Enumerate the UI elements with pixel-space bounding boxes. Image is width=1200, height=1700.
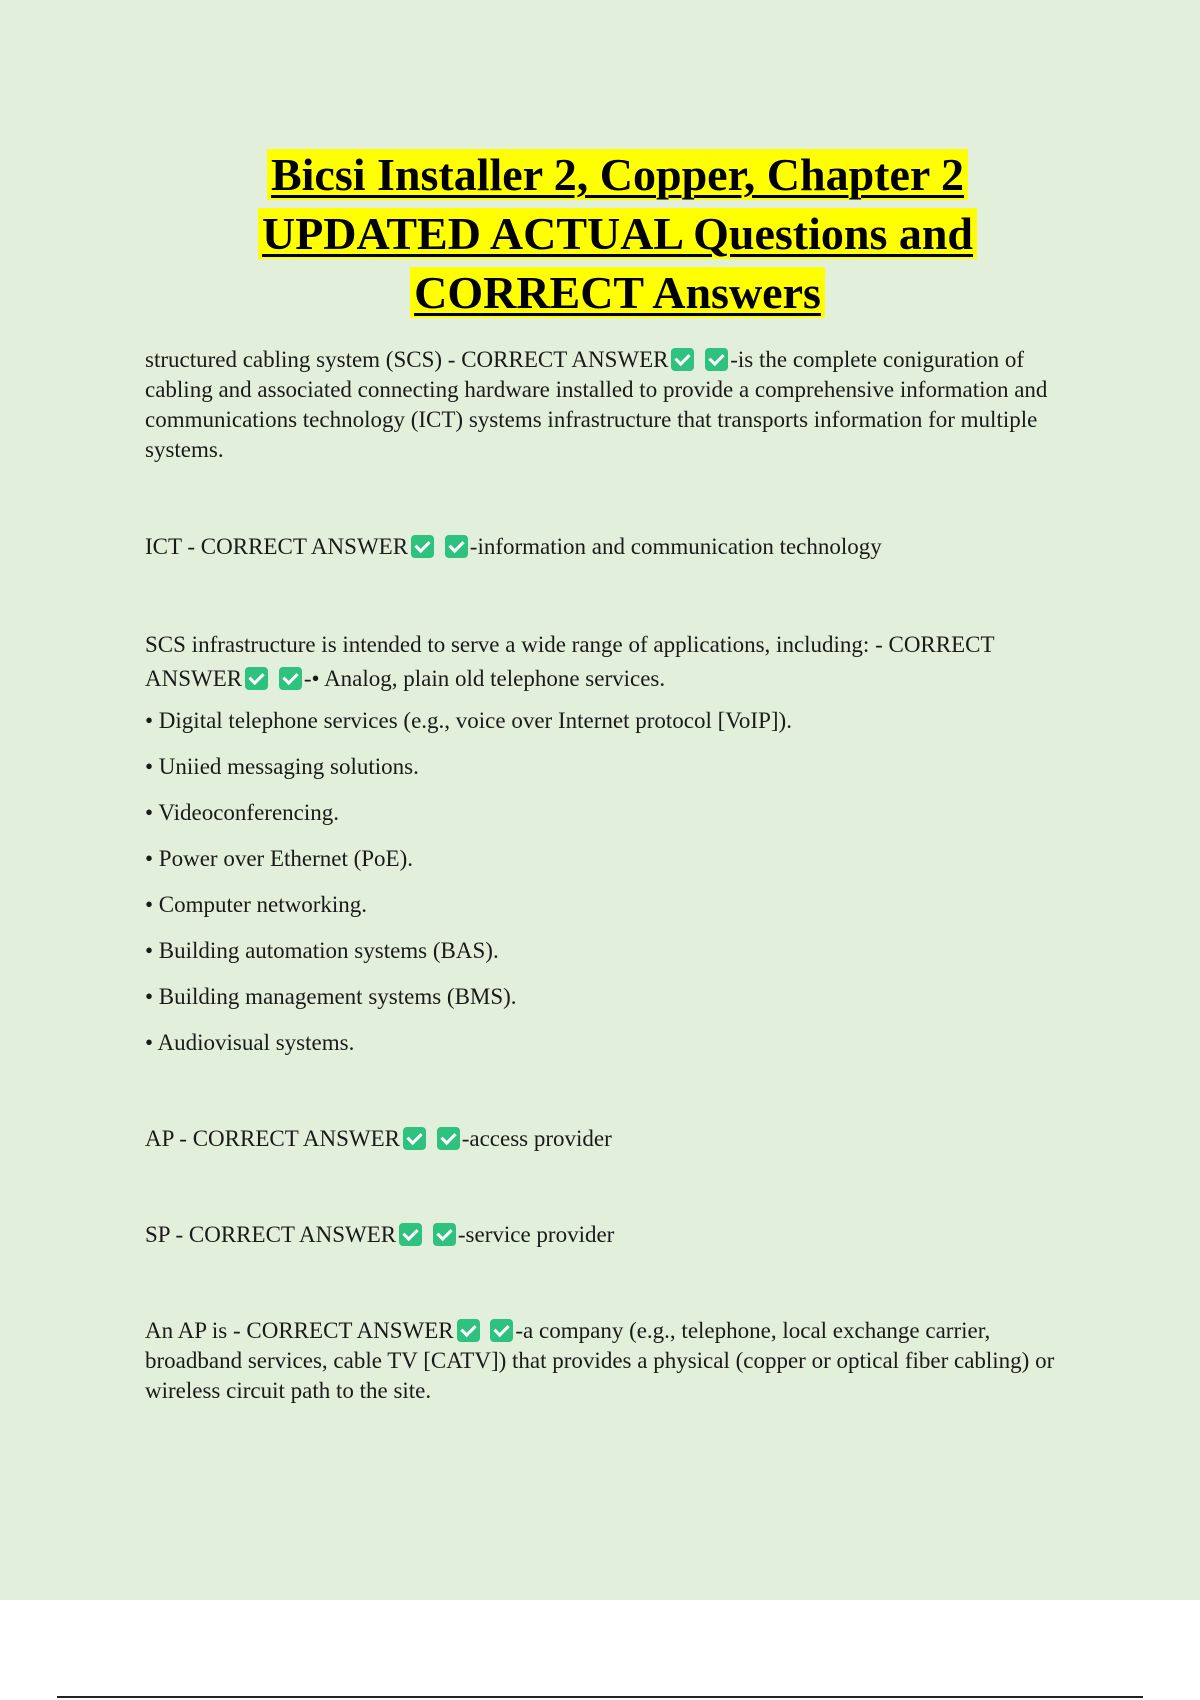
answer-marker: CORRECT ANSWER [200,534,409,559]
qa-answer: -service provider [457,1222,615,1247]
checkmark-icon [245,667,268,690]
title-line: CORRECT Answers [410,267,825,318]
answer-marker: CORRECT ANSWER [145,632,995,691]
qa-term: AP - [145,1126,193,1151]
answer-marker: CORRECT ANSWER [246,1318,454,1343]
qa-item [145,628,1090,696]
list-item: • Computer networking. [145,892,368,917]
checkmark-icon [399,1223,422,1246]
checkmark-icon [279,667,302,690]
qa-item [145,345,1090,465]
checkmark-icon [445,535,468,558]
qa-item [145,532,1090,562]
qa-answer: -is the complete coniguration of cabling and associated connecting hardware installed to provide a comprehensive information and communications technology (ICT) systems infrastructure that transports information for multiple systems. [145,347,1048,462]
list-item: • Power over Ethernet (PoE). [145,846,414,871]
qa-answer: -access provider [461,1126,612,1151]
qa-term: ICT - [145,534,201,559]
qa-content [145,345,1090,1406]
answer-marker: CORRECT ANSWER [461,347,669,372]
qa-term: SCS infrastructure is intended to serve a wide range of applications, including: - [145,632,889,657]
list-item: • Building management systems (BMS). [145,984,517,1009]
qa-term: SP - [145,1222,189,1247]
checkmark-icon [403,1127,426,1150]
checkmark-icon [437,1127,460,1150]
qa-answer: -• Analog, plain old telephone services. [303,666,666,691]
qa-item [145,1316,1090,1406]
list-item: • Uniied messaging solutions. [145,754,419,779]
checkmark-icon [457,1319,480,1342]
qa-term: An AP is - [145,1318,247,1343]
list-item: • Building automation systems (BAS). [145,938,499,963]
list-item: • Audiovisual systems. [145,1030,355,1055]
qa-item [145,1124,1090,1154]
checkmark-icon [411,535,434,558]
list-item: • Digital telephone services (e.g., voice over Internet protocol [VoIP]). [145,708,792,733]
document-title [0,145,1200,322]
answer-marker: CORRECT ANSWER [188,1222,397,1247]
qa-term: structured cabling system (SCS) - [145,347,462,372]
bullet-list [145,706,1090,1058]
qa-answer: -information and communication technology [469,534,882,559]
checkmark-icon [490,1319,513,1342]
answer-marker: CORRECT ANSWER [192,1126,400,1151]
qa-answer: -a company (e.g., telephone, local exchange carrier, broadband services, cable TV [CATV]) that provides a physical (copper or optical fiber cabling) or wireless circuit path to the site. [145,1318,1055,1403]
checkmark-icon [671,348,694,371]
list-item: • Videoconferencing. [145,800,340,825]
footer-divider [57,1696,1143,1698]
checkmark-icon [433,1223,456,1246]
checkmark-icon [705,348,728,371]
title-line: Bicsi Installer 2, Copper, Chapter 2 [267,149,968,200]
qa-item [145,1220,1090,1250]
title-line: UPDATED ACTUAL Questions and [258,208,977,259]
